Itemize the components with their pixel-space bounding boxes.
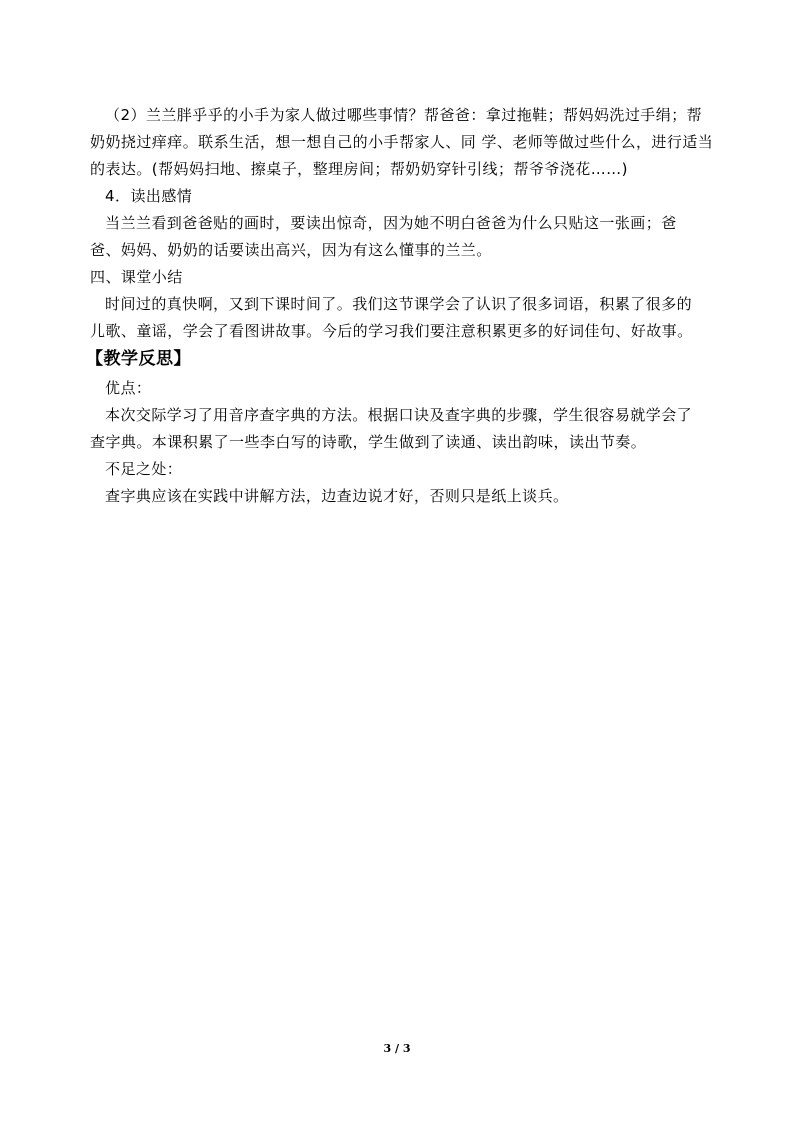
document-body	[86, 102, 718, 510]
subsection-label: 不足之处：	[105, 460, 183, 478]
paragraph-line: 查字典应该在实践中讲解方法，边查边说才好，否则只是纸上谈兵。	[105, 487, 569, 505]
paragraph-line: （2）兰兰胖乎乎的小手为家人做过哪些事情？帮爸爸：拿过拖鞋；帮妈妈洗过手绢；帮	[105, 106, 703, 124]
paragraph-line: 奶奶挠过痒痒。联系生活，想一想自己的小手帮家人、同 学、老师等做过些什么，进行适当	[90, 133, 714, 151]
paragraph-line: 的表达。(帮妈妈扫地、擦桌子，整理房间；帮奶奶穿针引线；帮爷爷浇花……)	[90, 160, 628, 178]
paragraph-line: 爸、妈妈、奶奶的话要读出高兴，因为有这么懂事的兰兰。	[90, 241, 492, 259]
paragraph-line: 当兰兰看到爸爸贴的画时，要读出惊奇，因为她不明白爸爸为什么只贴这一张画；爸	[105, 214, 677, 232]
page-number: 3 / 3	[383, 1042, 411, 1055]
reflection-heading: 【教学反思】	[86, 349, 191, 369]
paragraph-line: 时间过的真快啊，又到下课时间了。我们这节课学会了认识了很多词语，积累了很多的	[105, 295, 693, 313]
subsection-label: 优点：	[105, 379, 152, 397]
paragraph-line: 儿歌、童谣，学会了看图讲故事。今后的学习我们要注意积累更多的好词佳句、好故事。	[90, 322, 693, 340]
paragraph-line: 本次交际学习了用音序查字典的方法。根据口诀及查字典的步骤，学生很容易就学会了	[105, 406, 693, 424]
section-subheading: 4．读出感情	[105, 187, 193, 205]
section-heading: 四、课堂小结	[90, 268, 183, 286]
paragraph-line: 查字典。本课积累了一些李白写的诗歌，学生做到了读通、读出韵味，读出节奏。	[90, 433, 647, 451]
